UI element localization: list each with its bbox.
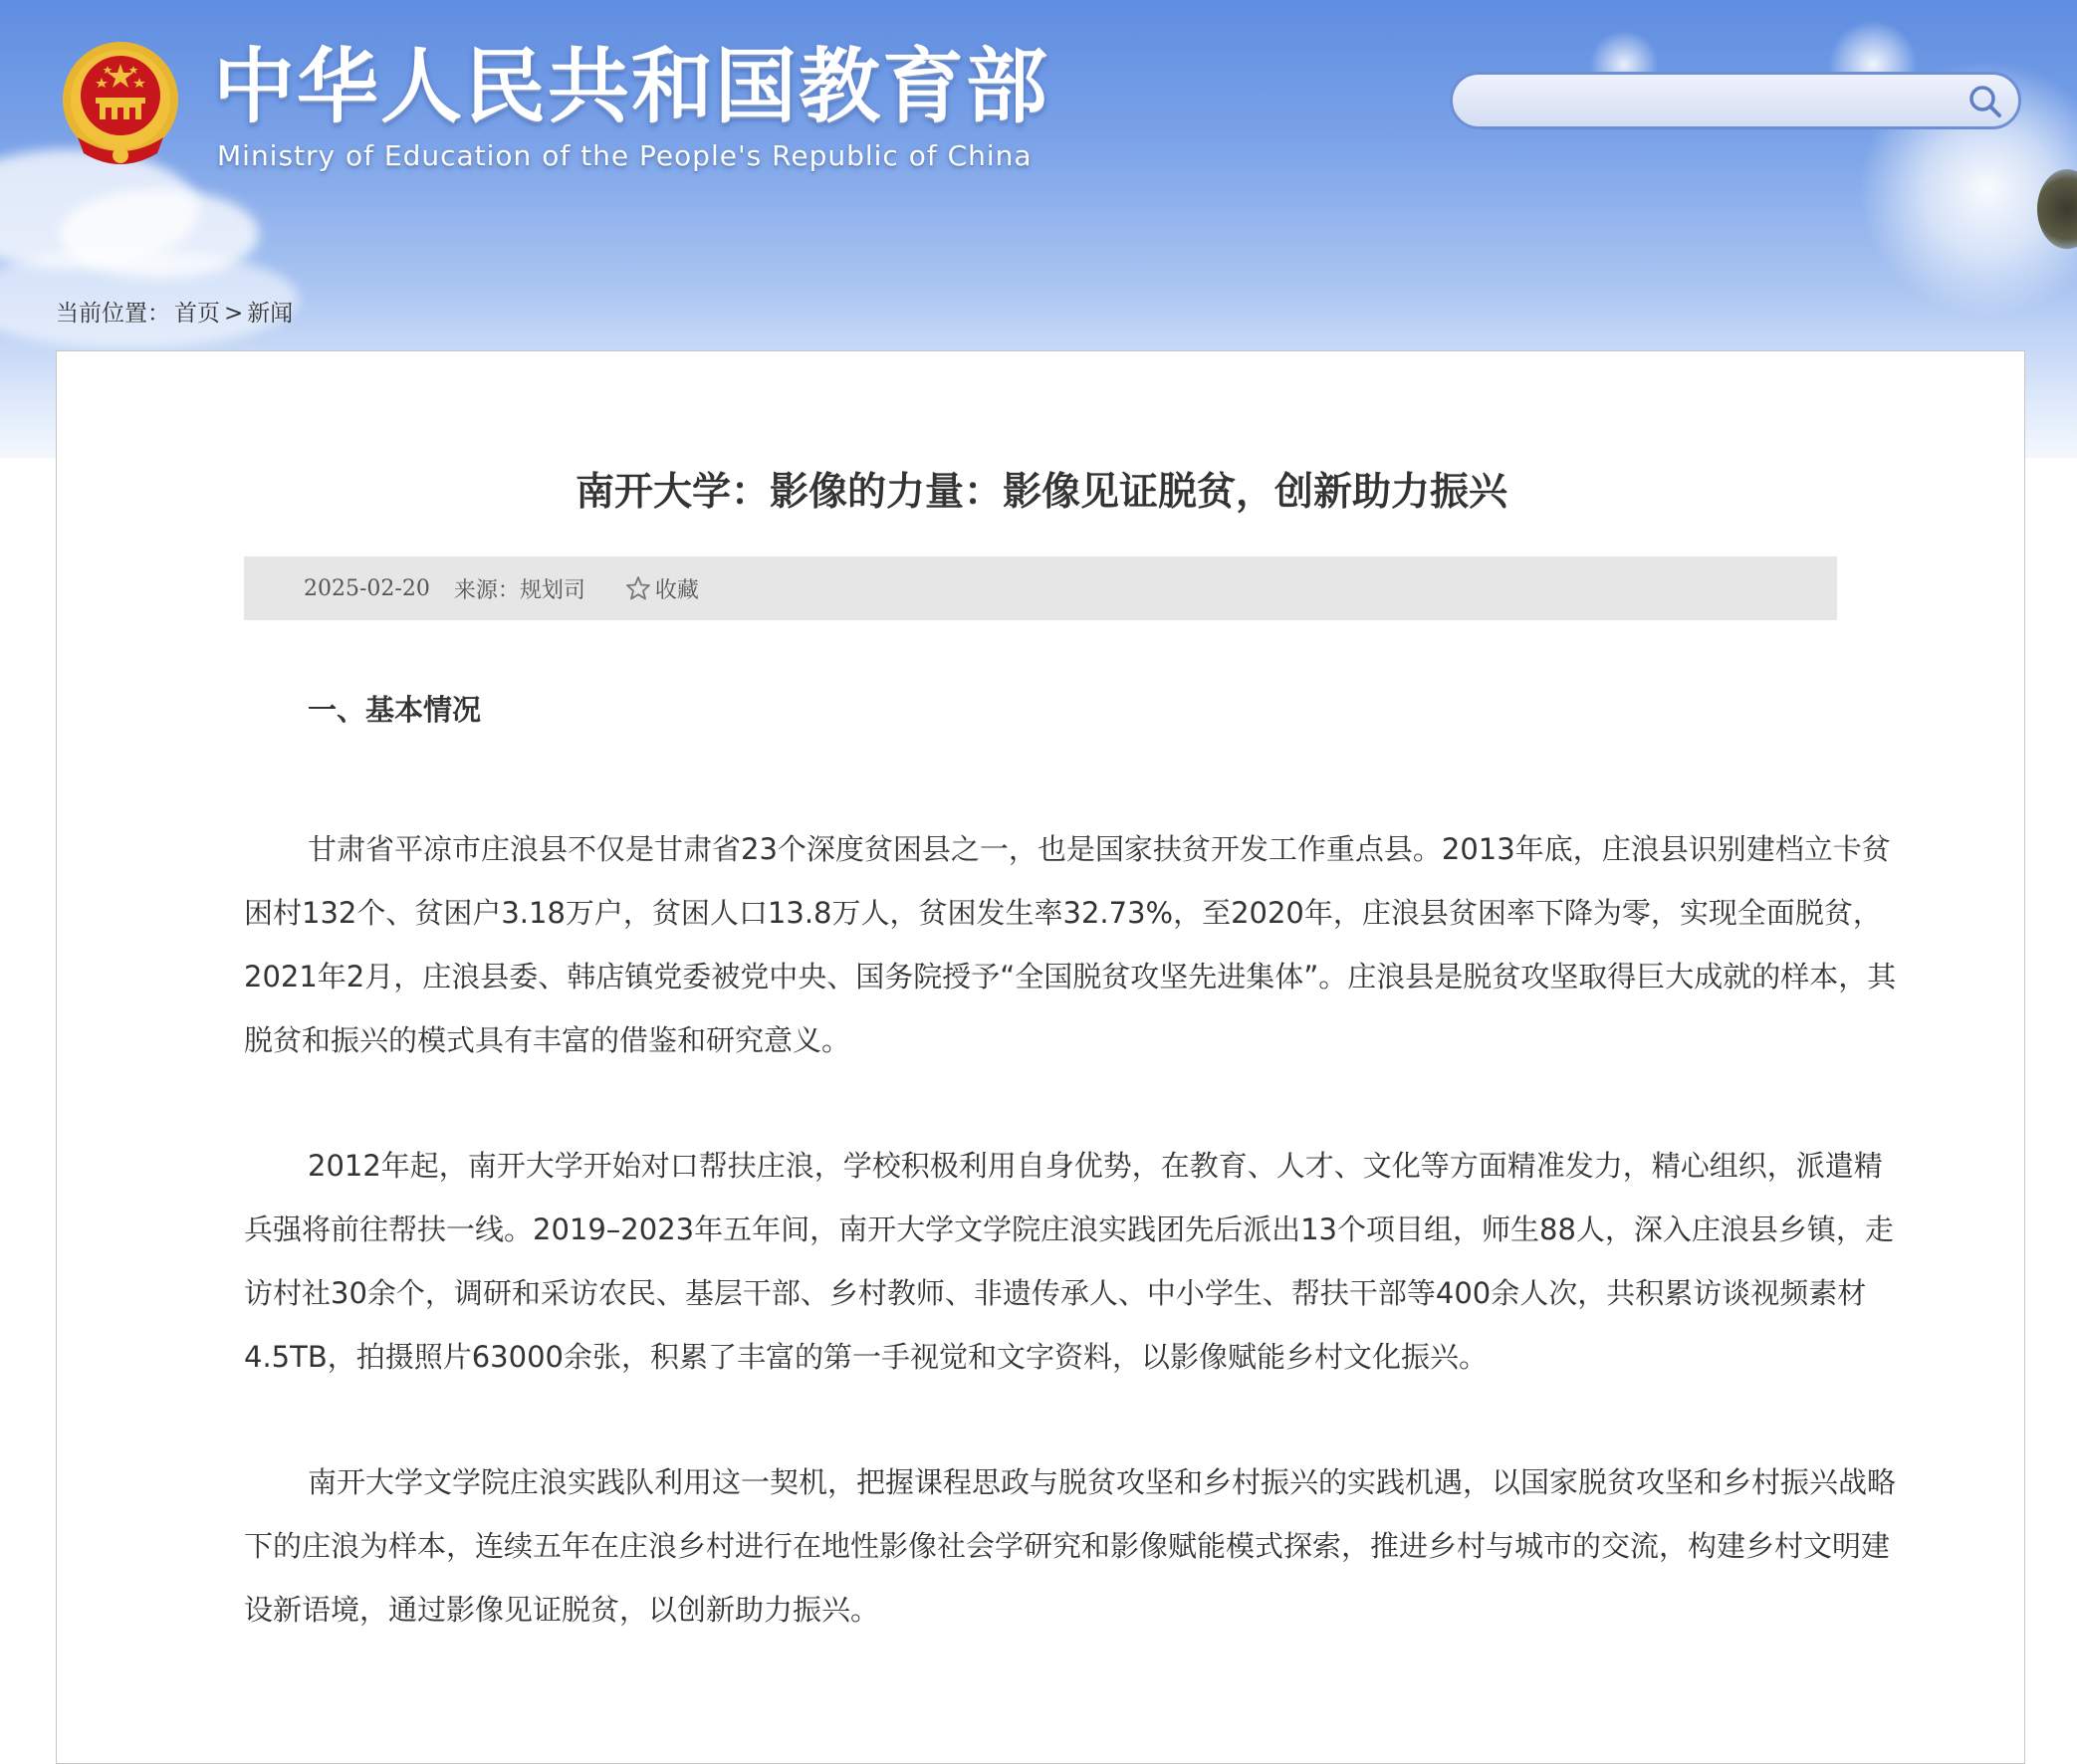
- breadcrumb-separator: >: [224, 301, 244, 327]
- breadcrumb-prefix: 当前位置：: [56, 301, 170, 327]
- site-title[interactable]: 中华人民共和国教育部: [213, 40, 1050, 134]
- search-icon[interactable]: [1966, 83, 2004, 120]
- article-paragraph: 南开大学文学院庄浪实践队利用这一契机，把握课程思政与脱贫攻坚和乡村振兴的实践机遇，以国家脱贫攻坚和乡村振兴战略下的庄浪为样本，连续五年在庄浪乡村进行在地性影像社会学研究和影像赋能模式探索，推进乡村与城市的交流，构建乡村文明建设新语境，通过影像见证脱贫，以创新助力振兴。: [244, 1465, 1897, 1627]
- article-date: 2025-02-20: [304, 575, 430, 601]
- search-input[interactable]: [1450, 72, 2021, 129]
- article-body: [244, 690, 1897, 1703]
- breadcrumb: [56, 295, 297, 328]
- favorite-button[interactable]: [625, 573, 699, 604]
- article-source: 来源：规划司: [453, 577, 585, 603]
- article-meta-bar: [244, 556, 1837, 620]
- star-outline-icon: [625, 575, 651, 601]
- breadcrumb-home-link[interactable]: 首页: [174, 301, 220, 327]
- article-paragraph: 甘肃省平凉市庄浪县不仅是甘肃省23个深度贫困县之一，也是国家扶贫开发工作重点县。2013年底，庄浪县识别建档立卡贫困村132个、贫困户3.18万户，贫困人口13.8万人，贫困发生率32.73%，至2020年，庄浪县贫困率下降为零，实现全面脱贫，2021年2月，庄浪县委、韩店镇党委被党中央、国务院授予“全国脱贫攻坚先进集体”。庄浪县是脱贫攻坚取得巨大成就的样本，其脱贫和振兴的模式具有丰富的借鉴和研究意义。: [244, 832, 1897, 1057]
- favorite-label: 收藏: [654, 577, 699, 603]
- breadcrumb-current[interactable]: 新闻: [247, 301, 294, 327]
- article-paragraph: 2012年起，南开大学开始对口帮扶庄浪，学校积极利用自身优势，在教育、人才、文化等方面精准发力，精心组织，派遣精兵强将前往帮扶一线。2019–2023年五年间，南开大学文学院庄浪实践团先后派出13个项目组，师生88人，深入庄浪县乡镇，走访村社30余个，调研和采访农民、基层干部、乡村教师、非遗传承人、中小学生、帮扶干部等400余人次，共积累访谈视频素材4.5TB，拍摄照片63000余张，积累了丰富的第一手视觉和文字资料，以影像赋能乡村文化振兴。: [244, 1149, 1894, 1374]
- national-emblem-icon[interactable]: [58, 38, 183, 177]
- article-panel: [56, 350, 2025, 1764]
- article-title: 南开大学：影像的力量：影像见证脱贫，创新助力振兴: [575, 470, 1507, 515]
- site-subtitle: Ministry of Education of the People's Republic of China: [217, 139, 1033, 172]
- section-heading: 一、基本情况: [308, 693, 482, 727]
